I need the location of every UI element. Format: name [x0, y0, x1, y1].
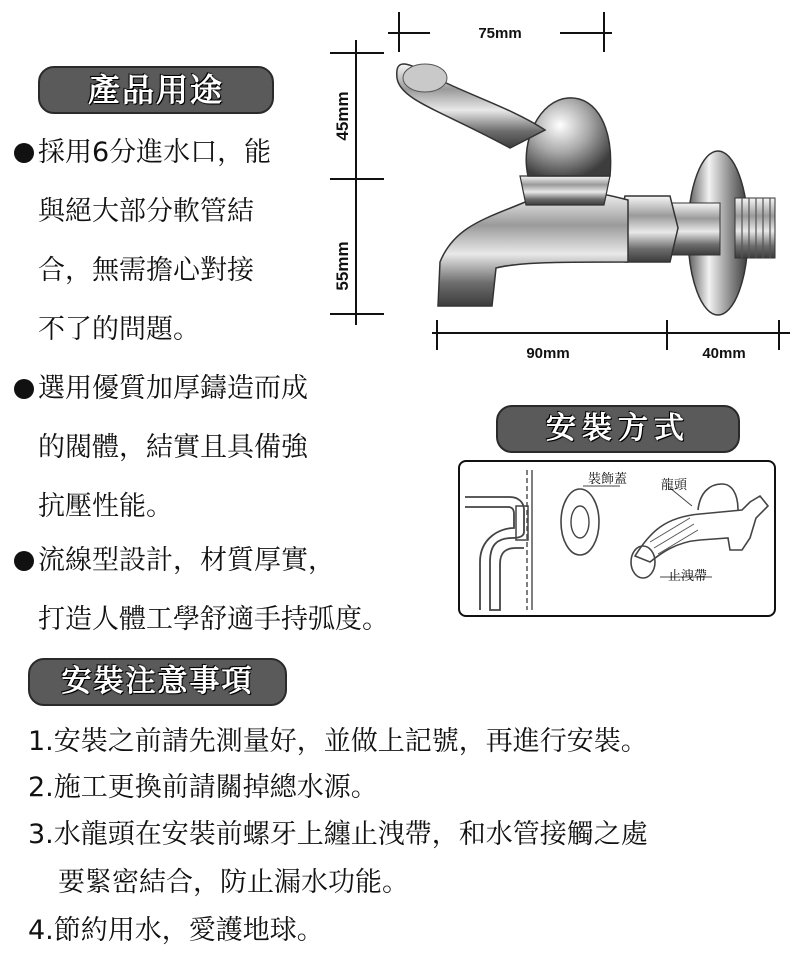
- usage-section-title: 產品用途: [38, 66, 274, 114]
- feature-text: 打造人體工學舒適手持弧度。: [38, 604, 389, 635]
- dim-label-45: 45mm: [333, 91, 352, 141]
- dim-label-90: 90mm: [526, 345, 570, 362]
- install-note-4: 4.節約用水，愛護地球。: [28, 915, 324, 946]
- feature-text: 的閥體，結實且具備強: [38, 432, 308, 463]
- faucet-dimension-diagram: [320, 0, 800, 370]
- feature-text: 不了的問題。: [38, 314, 200, 345]
- feature-text: 抗壓性能。: [38, 491, 173, 522]
- bullet-icon: [14, 143, 34, 163]
- install-note-3-cont: 要緊密結合，防止漏水功能。: [58, 867, 409, 898]
- label-seal-tape: 止洩帶: [668, 569, 708, 584]
- install-note-2: 2.施工更換前請關掉總水源。: [28, 772, 378, 803]
- bullet-icon: [14, 551, 34, 571]
- label-faucet-head: 龍頭: [661, 478, 688, 493]
- dim-label-55: 55mm: [333, 241, 352, 291]
- dim-label-75: 75mm: [478, 25, 522, 42]
- install-notes-title: 安裝注意事項: [28, 658, 287, 706]
- label-cover: 裝飾蓋: [588, 472, 628, 487]
- feature-text: 與絕大部分軟管結: [38, 196, 254, 227]
- faucet-photo: [397, 64, 775, 315]
- dim-top-width: [388, 12, 612, 52]
- bullet-icon: [14, 379, 34, 399]
- feature-text: 採用6分進水口，能: [38, 137, 272, 168]
- install-diagram-box: [458, 460, 776, 617]
- dim-bottom: [432, 320, 790, 362]
- install-note-1: 1.安裝之前請先測量好，並做上記號，再進行安裝。: [28, 726, 648, 757]
- feature-text: 選用優質加厚鑄造而成: [38, 373, 308, 404]
- feature-text: 合，無需擔心對接: [38, 255, 254, 286]
- install-method-title: 安裝方式: [496, 405, 740, 453]
- feature-text: 流線型設計，材質厚實，: [38, 545, 335, 576]
- dim-vertical: [330, 40, 384, 325]
- install-note-3: 3.水龍頭在安裝前螺牙上纏止洩帶，和水管接觸之處: [28, 819, 648, 850]
- dim-label-40: 40mm: [702, 345, 746, 362]
